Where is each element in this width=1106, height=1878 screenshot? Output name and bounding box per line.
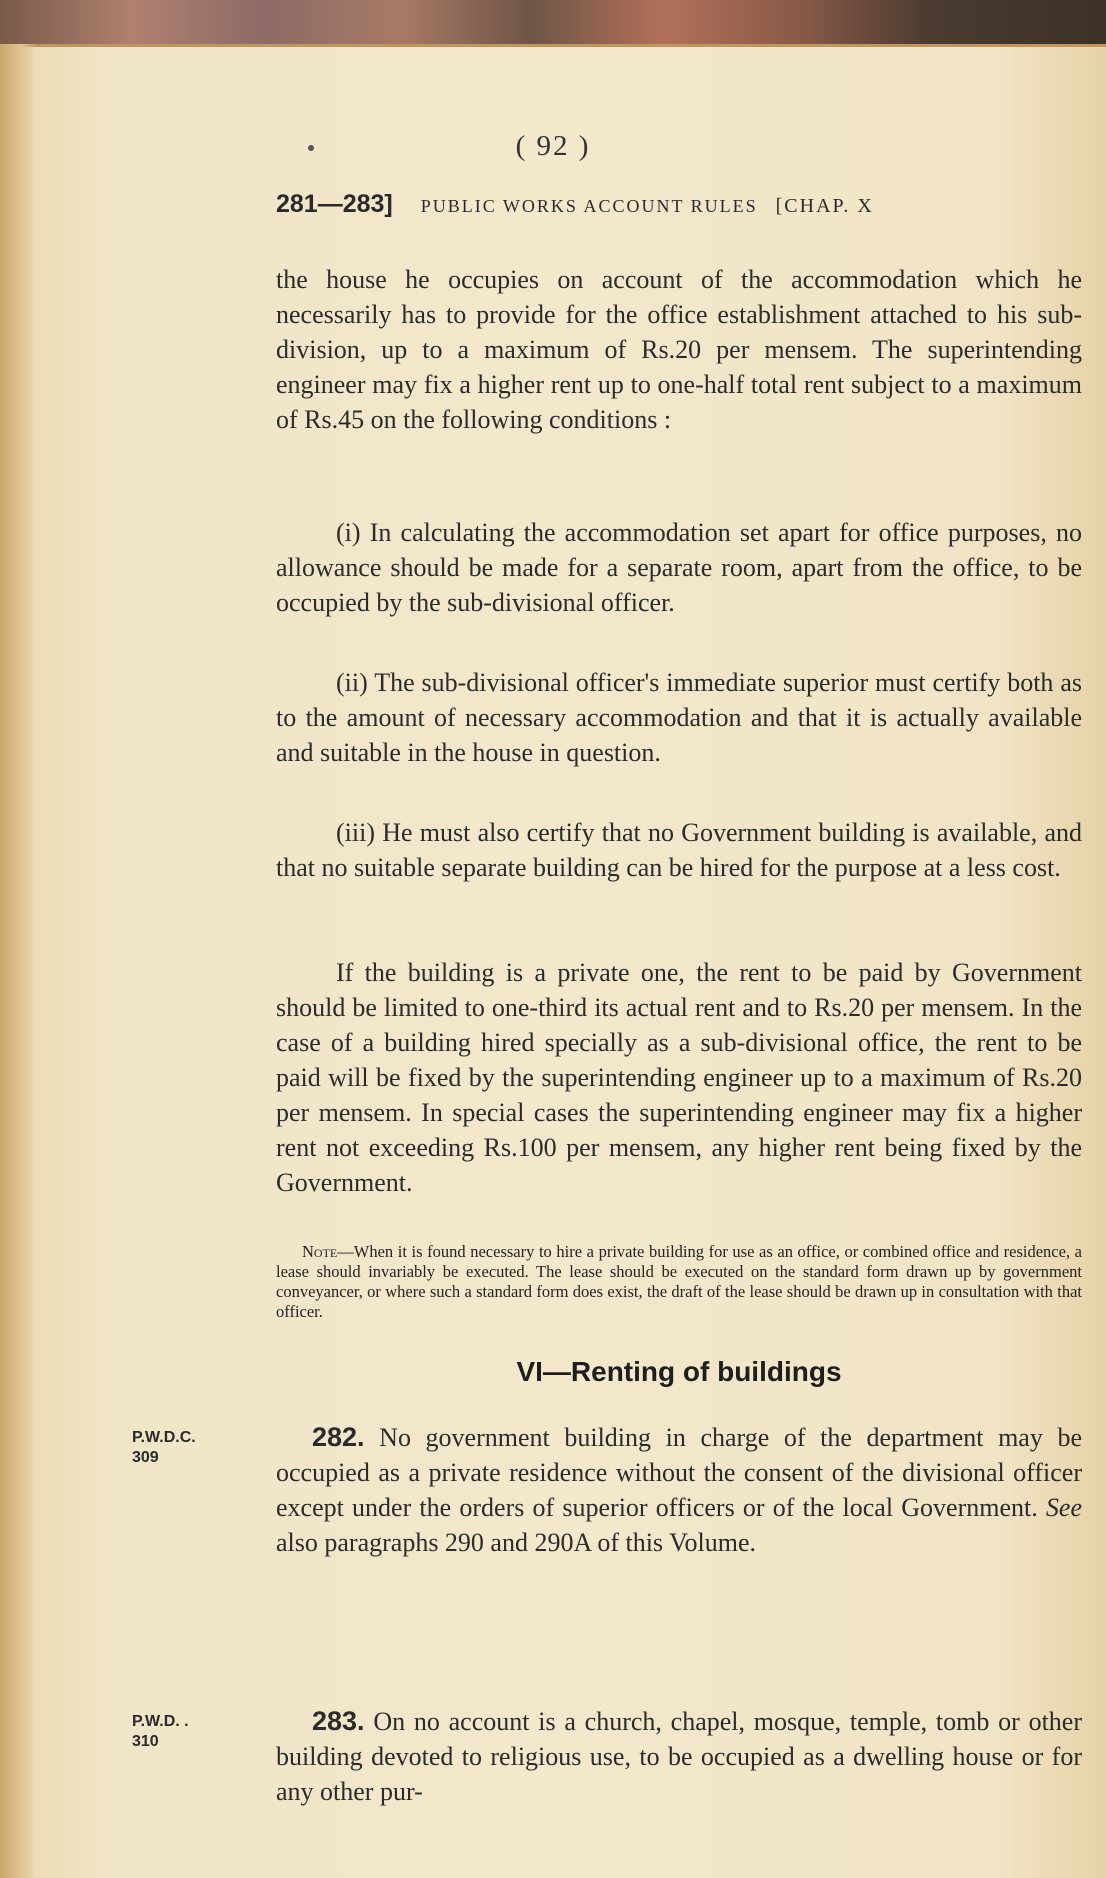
paragraph-282 [276,1420,1082,1560]
running-head-para-range: 281—283] [276,190,393,218]
margin-reference-283-code: P.W.D. . [132,1713,189,1730]
margin-reference-282 [132,1428,196,1468]
paragraph-282-text-after: also paragraphs 290 and 290A of this Volume. [276,1528,756,1557]
note-label: Note [302,1242,338,1261]
margin-reference-283 [132,1712,189,1752]
top-binding-strip [0,0,1106,47]
condition-1: (i) In calculating the accommodation set apart for office purposes, no allowance should be made for a separate room, apart from the office, to be occupied by the sub-divisional officer. [276,518,1082,617]
note-paragraph [276,1242,1082,1322]
note-text: —When it is found necessary to hire a private building for use as an office, or combined office and residence, a lease should invariably be executed. The lease should be executed on the standard form drawn up by government conveyancer, or where such a standard form does exist, the draft of the lease should be drawn up in consultation with that officer. [276,1242,1082,1321]
paragraph-283 [276,1704,1082,1809]
running-head [276,190,1076,219]
page-number: ( 92 ) [515,130,591,162]
running-head-title: PUBLIC WORKS ACCOUNT RULES [420,196,758,216]
paragraph-283-number: 283. [312,1706,365,1736]
margin-reference-283-number: 310 [132,1733,159,1750]
paragraph-282-see: See [1045,1493,1083,1522]
margin-reference-282-number: 309 [132,1449,159,1466]
paragraph-282-number: 282. [312,1422,365,1452]
page-left-edge [0,44,36,1878]
running-head-chapter: [CHAP. X [775,195,874,217]
margin-reference-282-code: P.W.D.C. [132,1429,196,1446]
condition-3: (iii) He must also certify that no Government building is available, and that no suitable separate building can be hired for the purpose at a less cost. [276,818,1082,882]
paragraph-282-text-before: No government building in charge of the department may be occupied as a private residence without the consent of the divisional officer except under the orders of superior officers or of the local Government. [276,1423,1082,1522]
paragraph-283-text: On no account is a church, chapel, mosque, temple, tomb or other building devoted to religious use, to be occupied as a dwelling house or for any other pur- [276,1707,1082,1806]
condition-2: (ii) The sub-divisional officer's immediate superior must certify both as to the amount of necessary accommodation and that it is actually available and suitable in the house in question. [276,668,1082,767]
intro-paragraph: the house he occupies on account of the accommodation which he necessarily has to provide for the office establishment attached to his sub-division, up to a maximum of Rs.20 per mensem. The superintending engineer may fix a higher rent up to one-half total rent subject to a maximum of Rs.45 on the following conditions : [276,265,1082,434]
private-building-paragraph: If the building is a private one, the rent to be paid by Government should be limited to one-third its actual rent and to Rs.20 per mensem. In the case of a building hired specially as a sub-divisional office, the rent to be paid will be fixed by the superintending engineer up to a maximum of Rs.20 per mensem. In special cases the superintending engineer may fix a higher rent not exceeding Rs.100 per mensem, any higher rent being fixed by the Government. [276,958,1082,1197]
section-heading: VI—Renting of buildings [516,1356,842,1387]
